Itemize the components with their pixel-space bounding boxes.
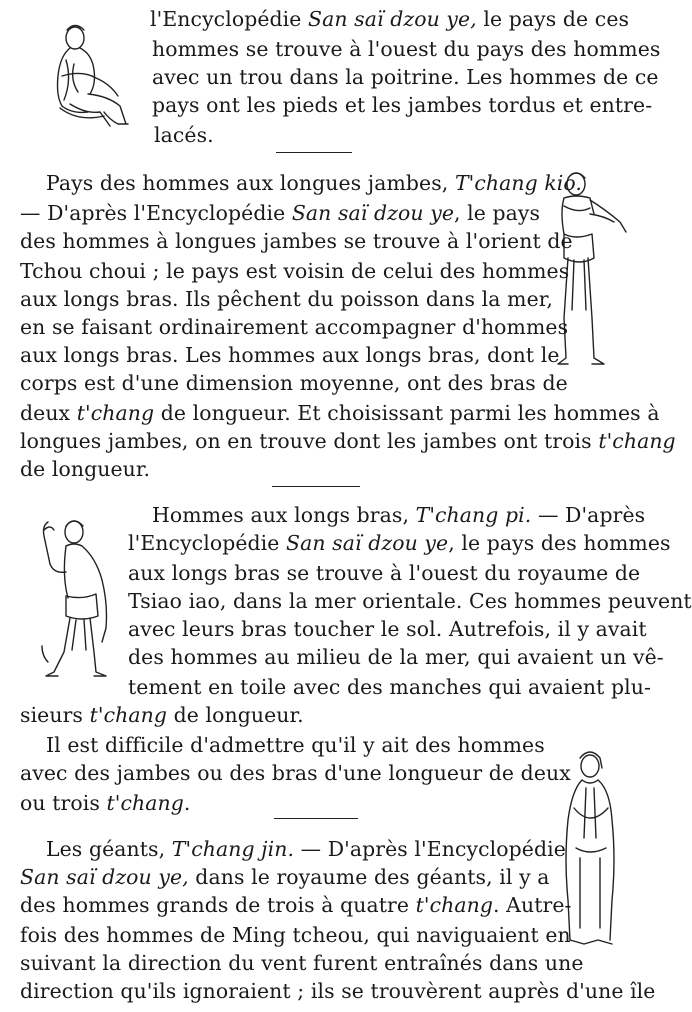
text-line: Pays des hommes aux longues jambes, T'chang kio.	[46, 171, 583, 195]
text-line: avec des jambes ou des bras d'une longueur de deux	[20, 761, 571, 785]
text-line: San saï dzou ye, dans le royaume des géants, il y a	[20, 865, 550, 889]
italic-term: t'chang	[76, 401, 155, 425]
italic-term: t'chang	[106, 791, 184, 815]
text-line: — D'après l'Encyclopédie San saï dzou ye, le pays	[20, 201, 541, 225]
text-line: corps est d'une dimension moyenne, ont des bras de	[20, 371, 568, 395]
text-line: fois des hommes de Ming tcheou, qui naviguaient en	[20, 923, 571, 947]
text-line: Les géants, T'chang jin. — D'après l'Encyclopédie	[46, 837, 566, 861]
italic-term: T'chang kio.	[454, 171, 583, 195]
text-line: direction qu'ils ignoraient ; ils se trouvèrent auprès d'une île	[20, 979, 656, 1003]
text-line: Tchou choui ; le pays est voisin de celui des hommes	[20, 259, 570, 283]
text-line: ou trois t'chang.	[20, 791, 191, 815]
section-divider	[272, 486, 360, 487]
italic-term: San saï dzou ye,	[20, 865, 189, 889]
text-line: avec leurs bras toucher le sol. Autrefois, il y avait	[128, 617, 647, 641]
section-divider	[274, 818, 358, 819]
text-line: tement en toile avec des manches qui avaient plu-	[128, 675, 652, 699]
italic-term: T'chang pi.	[415, 503, 532, 527]
text-line: Hommes aux longs bras, T'chang pi. — D'après	[152, 503, 646, 527]
text-line: des hommes grands de trois à quatre t'chang. Autre-	[20, 893, 572, 917]
italic-term: San saï dzou ye,	[308, 7, 477, 31]
text-line: sieurs t'chang de longueur.	[20, 703, 304, 727]
italic-term: t'chang	[598, 429, 676, 453]
italic-term: t'chang	[89, 703, 167, 727]
text-line: hommes se trouve à l'ouest du pays des hommes	[152, 37, 661, 61]
text-line: avec un trou dans la poitrine. Les hommes de ce	[152, 65, 659, 89]
long-armed-man-drawing	[30, 516, 130, 684]
text-line: lacés.	[154, 123, 214, 147]
italic-term: T'chang jin.	[171, 837, 295, 861]
text-line: aux longs bras se trouve à l'ouest du royaume de	[128, 561, 641, 585]
italic-term: t'chang	[415, 893, 494, 917]
section-divider	[276, 152, 352, 153]
text-line: suivant la direction du vent furent entraînés dans une	[20, 951, 584, 975]
text-line: Il est difficile d'admettre qu'il y ait des hommes	[46, 733, 545, 757]
italic-term: San saï dzou ye	[291, 201, 454, 225]
text-line: des hommes à longues jambes se trouve à l'orient de	[20, 229, 573, 253]
illustration-long-armed-man	[30, 516, 130, 684]
text-line: de longueur.	[20, 457, 151, 481]
text-line: deux t'chang de longueur. Et choisissant parmi les hommes à	[20, 401, 660, 425]
text-line: en se faisant ordinairement accompagner d'hommes	[20, 315, 569, 339]
text-line: l'Encyclopédie San saï dzou ye, le pays des hommes	[128, 531, 671, 555]
text-line: longues jambes, on en trouve dont les jambes ont trois t'chang	[20, 429, 676, 453]
illustration-seated-man	[40, 20, 136, 132]
italic-term: San saï dzou ye	[286, 531, 449, 555]
seated-man-drawing	[40, 20, 136, 132]
text-line: Tsiao iao, dans la mer orientale. Ces hommes peuvent	[128, 589, 692, 613]
text-line: aux longs bras. Ils pêchent du poisson dans la mer,	[20, 287, 553, 311]
text-line: pays ont les pieds et les jambes tordus et entre-	[152, 93, 653, 117]
text-line: aux longs bras. Les hommes aux longs bras, dont le	[20, 343, 560, 367]
text-line: des hommes au milieu de la mer, qui avaient un vê-	[128, 645, 664, 669]
text-line: l'Encyclopédie San saï dzou ye, le pays de ces	[150, 7, 630, 31]
